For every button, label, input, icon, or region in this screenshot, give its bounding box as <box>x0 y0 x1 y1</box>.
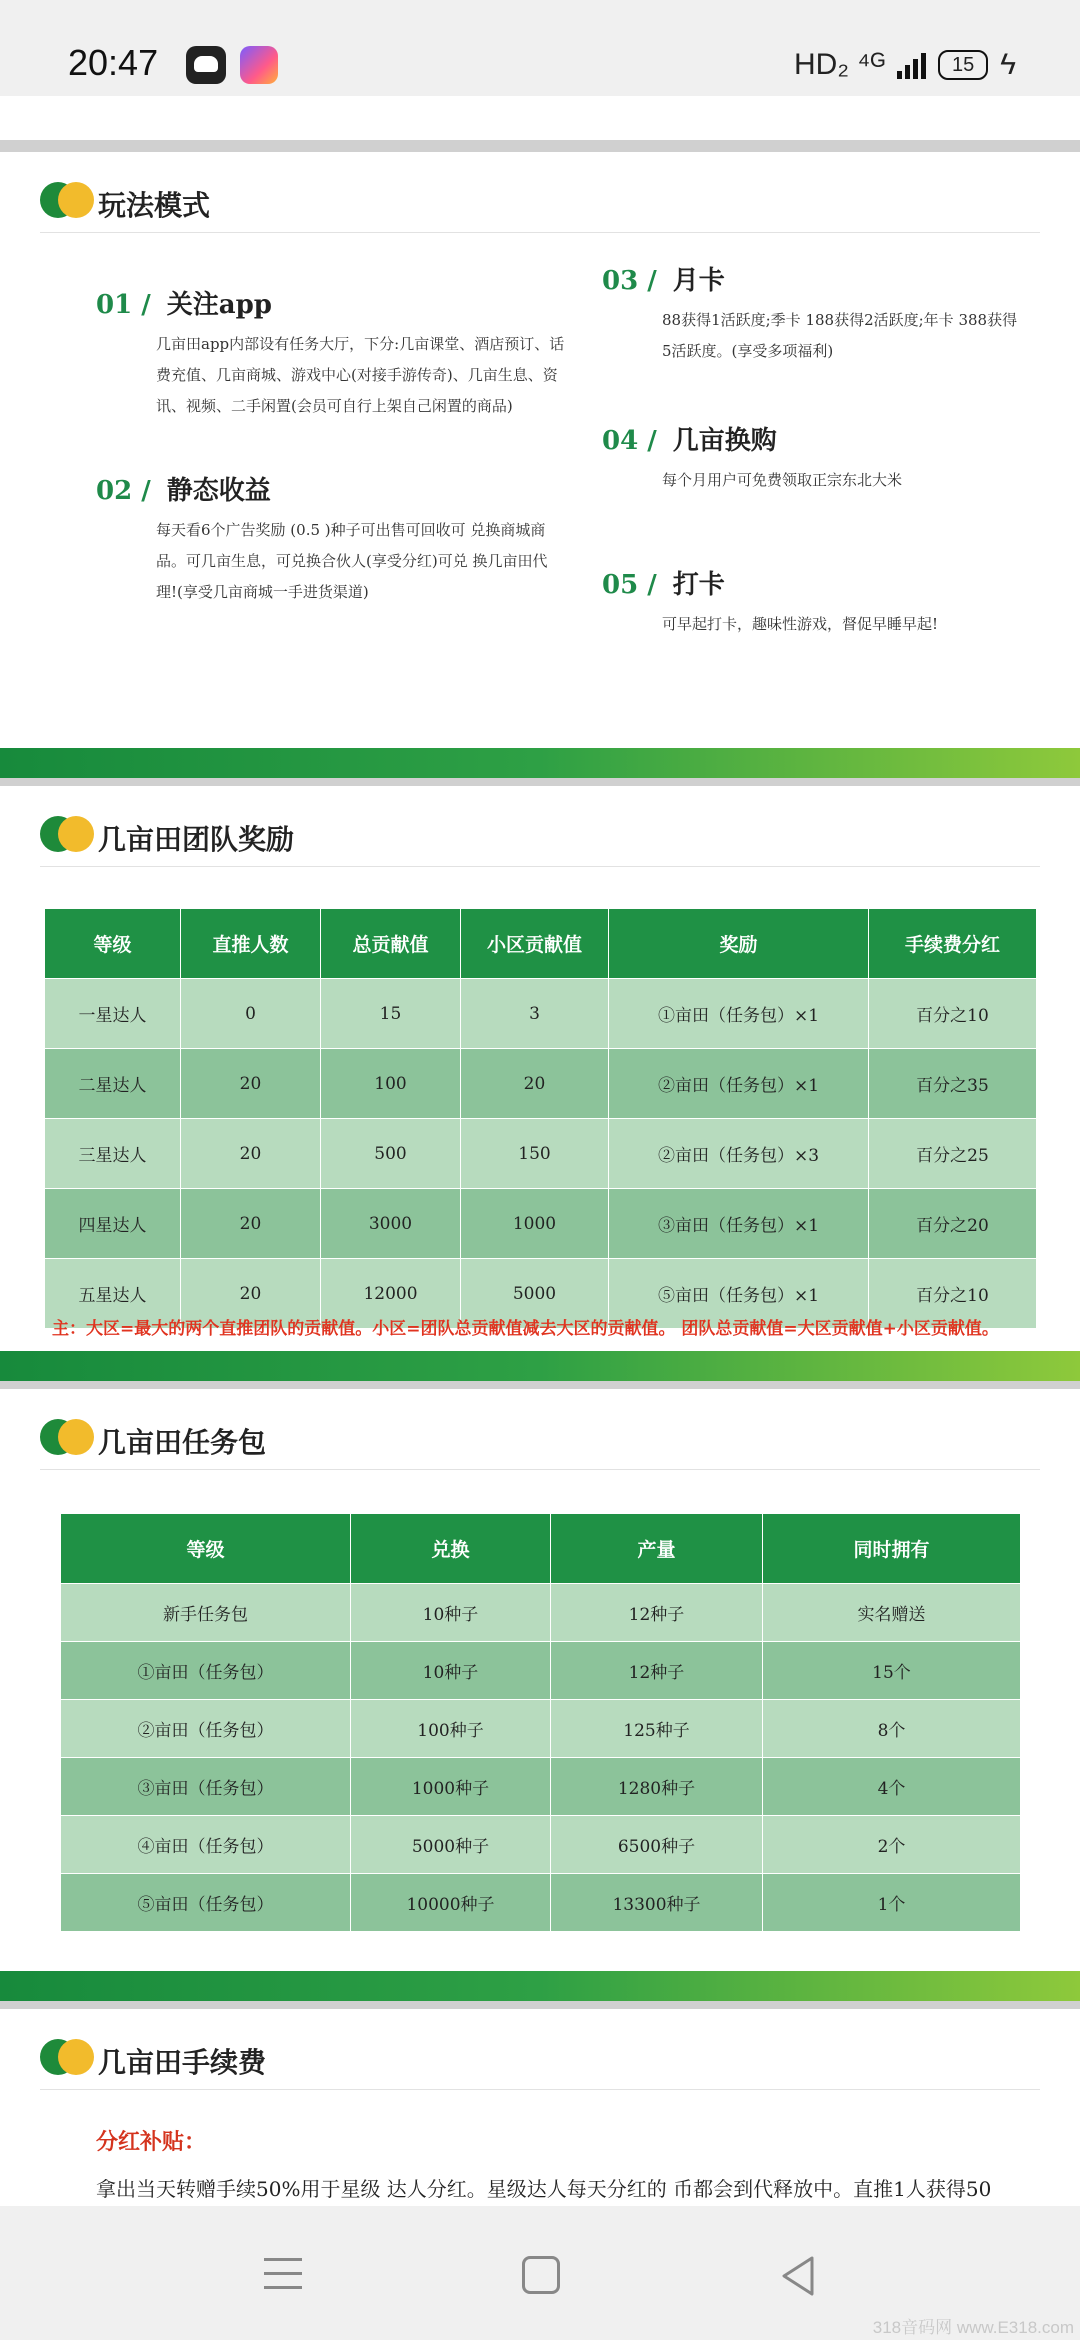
column-header: 产量 <box>551 1514 763 1584</box>
section-title: 几亩田手续费 <box>98 2046 267 2079</box>
table-cell: 百分之25 <box>869 1119 1037 1189</box>
logo-dot-icon <box>58 182 94 218</box>
signal-icon <box>897 51 926 79</box>
table-cell: 15 <box>321 979 461 1049</box>
column-header: 手续费分红 <box>869 909 1037 979</box>
item-number: 01 / <box>96 290 151 320</box>
table-cell: 500 <box>321 1119 461 1189</box>
table-cell: 10种子 <box>351 1642 551 1700</box>
section-divider <box>0 748 1080 778</box>
column-header: 等级 <box>61 1514 351 1584</box>
table-cell: 百分之35 <box>869 1049 1037 1119</box>
table-cell: 5000种子 <box>351 1816 551 1874</box>
notification-app-icon <box>186 46 226 84</box>
table-cell: 20 <box>181 1259 321 1329</box>
divider <box>0 2001 1080 2009</box>
table-cell: 百分之20 <box>869 1189 1037 1259</box>
logo-dot-icon <box>58 2039 94 2075</box>
column-header: 直推人数 <box>181 909 321 979</box>
table-cell: 5000 <box>461 1259 609 1329</box>
menu-icon[interactable] <box>264 2258 302 2300</box>
divider <box>0 1381 1080 1389</box>
table-cell: 3000 <box>321 1189 461 1259</box>
table-cell: ②亩田（任务包） <box>61 1700 351 1758</box>
page-content <box>0 96 1080 2206</box>
item-description: 每个月用户可免费领取正宗东北大米 <box>662 471 903 489</box>
table-cell: 20 <box>181 1119 321 1189</box>
item-number: 03 / <box>602 266 657 296</box>
table-cell: 3 <box>461 979 609 1049</box>
mode-item-4 <box>602 420 1022 496</box>
table-row <box>61 1584 1021 1642</box>
item-name: 几亩换购 <box>672 426 777 456</box>
back-icon[interactable] <box>778 2254 818 2298</box>
table-cell: 12种子 <box>551 1642 763 1700</box>
task-pack-table <box>60 1513 1021 1932</box>
watermark: 318音码网 www.E318.com <box>872 2318 1074 2337</box>
table-cell: 1000 <box>461 1189 609 1259</box>
item-number: 05 / <box>602 570 657 600</box>
home-icon[interactable] <box>522 2256 560 2294</box>
table-cell: ①亩田（任务包） <box>61 1642 351 1700</box>
item-name: 关注app <box>166 290 272 320</box>
navigation-bar <box>0 2206 1080 2340</box>
table-cell: 12种子 <box>551 1584 763 1642</box>
section-header <box>40 172 1040 233</box>
section-title: 几亩田团队奖励 <box>98 823 295 856</box>
table-cell: 12000 <box>321 1259 461 1329</box>
item-number: 04 / <box>602 426 657 456</box>
network-label: HD₂ ⁴ᴳ <box>794 48 886 81</box>
item-number: 02 / <box>96 476 151 506</box>
table-row <box>61 1700 1021 1758</box>
item-description: 每天看6个广告奖励 (0.5 )种子可出售可回收可 兑换商城商品。可几亩生息，可兑换合伙人(享受分红)可兑 换几亩田代理!(享受几亩商城一手进货渠道) <box>156 521 548 601</box>
table-cell: 20 <box>181 1049 321 1119</box>
table-cell: 百分之10 <box>869 1259 1037 1329</box>
notification-app-icon-2 <box>240 46 278 84</box>
fee-subtitle: 分红补贴： <box>96 2129 207 2155</box>
item-description: 88获得1活跃度;季卡 188获得2活跃度;年卡 388获得5活跃度。(享受多项福利) <box>662 311 1018 360</box>
modes-section <box>0 172 1080 748</box>
table-cell: 一星达人 <box>45 979 181 1049</box>
team-note: 主：大区=最大的两个直推团队的贡献值。小区=团队总贡献值减去大区的贡献值。 团队总贡献值=大区贡献值+小区贡献值。 <box>52 1319 999 1339</box>
mode-item-3 <box>602 260 1022 367</box>
status-right <box>794 48 1016 82</box>
table-cell: ⑤亩田（任务包）×1 <box>609 1259 869 1329</box>
section-header <box>40 1409 1040 1470</box>
status-bar <box>0 0 1080 96</box>
table-cell: 10种子 <box>351 1584 551 1642</box>
table-row <box>61 1874 1021 1932</box>
team-section <box>0 806 1080 1351</box>
table-cell: 6500种子 <box>551 1816 763 1874</box>
column-header: 奖励 <box>609 909 869 979</box>
table-cell: 13300种子 <box>551 1874 763 1932</box>
mode-item-2 <box>96 470 566 608</box>
table-row <box>61 1816 1021 1874</box>
table-cell: 125种子 <box>551 1700 763 1758</box>
table-cell: 1280种子 <box>551 1758 763 1816</box>
item-description: 可早起打卡，趣味性游戏，督促早睡早起! <box>662 615 939 633</box>
section-header <box>40 806 1040 867</box>
table-cell: ①亩田（任务包）×1 <box>609 979 869 1049</box>
column-header: 小区贡献值 <box>461 909 609 979</box>
table-cell: 0 <box>181 979 321 1049</box>
table-row <box>45 1189 1037 1259</box>
team-reward-table <box>44 908 1037 1329</box>
table-cell: ④亩田（任务包） <box>61 1816 351 1874</box>
divider <box>0 140 1080 152</box>
item-name: 静态收益 <box>166 476 271 506</box>
mode-item-5 <box>602 564 1022 640</box>
table-cell: 二星达人 <box>45 1049 181 1119</box>
table-row <box>61 1758 1021 1816</box>
item-name: 打卡 <box>672 570 725 600</box>
column-header: 总贡献值 <box>321 909 461 979</box>
item-description: 几亩田app内部设有任务大厅，下分:几亩课堂、酒店预订、话费充值、几亩商城、游戏中心(对接手游传奇)、几亩生息、资讯、视频、二手闲置(会员可自行上架自己闲置的商品) <box>156 335 565 415</box>
column-header: 兑换 <box>351 1514 551 1584</box>
section-title: 玩法模式 <box>98 189 211 222</box>
table-cell: 15个 <box>763 1642 1021 1700</box>
table-cell: 10000种子 <box>351 1874 551 1932</box>
table-cell: 五星达人 <box>45 1259 181 1329</box>
table-cell: 100种子 <box>351 1700 551 1758</box>
table-cell: 百分之10 <box>869 979 1037 1049</box>
table-cell: 4个 <box>763 1758 1021 1816</box>
table-cell: ②亩田（任务包）×1 <box>609 1049 869 1119</box>
charging-icon: ϟ <box>1000 48 1016 81</box>
battery-icon: 15 <box>938 50 988 80</box>
table-cell: 1个 <box>763 1874 1021 1932</box>
table-header-row <box>45 909 1037 979</box>
fee-description: 拿出当天转赠手续50%用于星级 达人分红。星级达人每天分红的 币都会到代释放中。直推1人获得50 <box>96 2177 992 2201</box>
table-row <box>45 979 1037 1049</box>
section-title: 几亩田任务包 <box>98 1426 267 1459</box>
section-divider <box>0 1971 1080 2001</box>
table-row <box>45 1119 1037 1189</box>
section-header <box>40 2029 1040 2090</box>
table-cell: 2个 <box>763 1816 1021 1874</box>
table-cell: ③亩田（任务包）×1 <box>609 1189 869 1259</box>
table-cell: 实名赠送 <box>763 1584 1021 1642</box>
section-divider <box>0 1351 1080 1381</box>
divider <box>0 778 1080 786</box>
table-cell: 20 <box>181 1189 321 1259</box>
tasks-section <box>0 1409 1080 1971</box>
column-header: 等级 <box>45 909 181 979</box>
table-cell: 20 <box>461 1049 609 1119</box>
table-row <box>61 1642 1021 1700</box>
table-row <box>45 1049 1037 1119</box>
table-header-row <box>61 1514 1021 1584</box>
table-cell: ②亩田（任务包）×3 <box>609 1119 869 1189</box>
table-cell: 150 <box>461 1119 609 1189</box>
table-cell: 四星达人 <box>45 1189 181 1259</box>
column-header: 同时拥有 <box>763 1514 1021 1584</box>
status-time: 20:47 <box>68 42 159 83</box>
table-cell: 新手任务包 <box>61 1584 351 1642</box>
table-cell: ⑤亩田（任务包） <box>61 1874 351 1932</box>
logo-dot-icon <box>58 1419 94 1455</box>
mode-item-1 <box>96 284 566 422</box>
table-cell: 三星达人 <box>45 1119 181 1189</box>
table-cell: ③亩田（任务包） <box>61 1758 351 1816</box>
item-name: 月卡 <box>672 266 725 296</box>
logo-dot-icon <box>58 816 94 852</box>
table-cell: 1000种子 <box>351 1758 551 1816</box>
table-cell: 8个 <box>763 1700 1021 1758</box>
table-cell: 100 <box>321 1049 461 1119</box>
